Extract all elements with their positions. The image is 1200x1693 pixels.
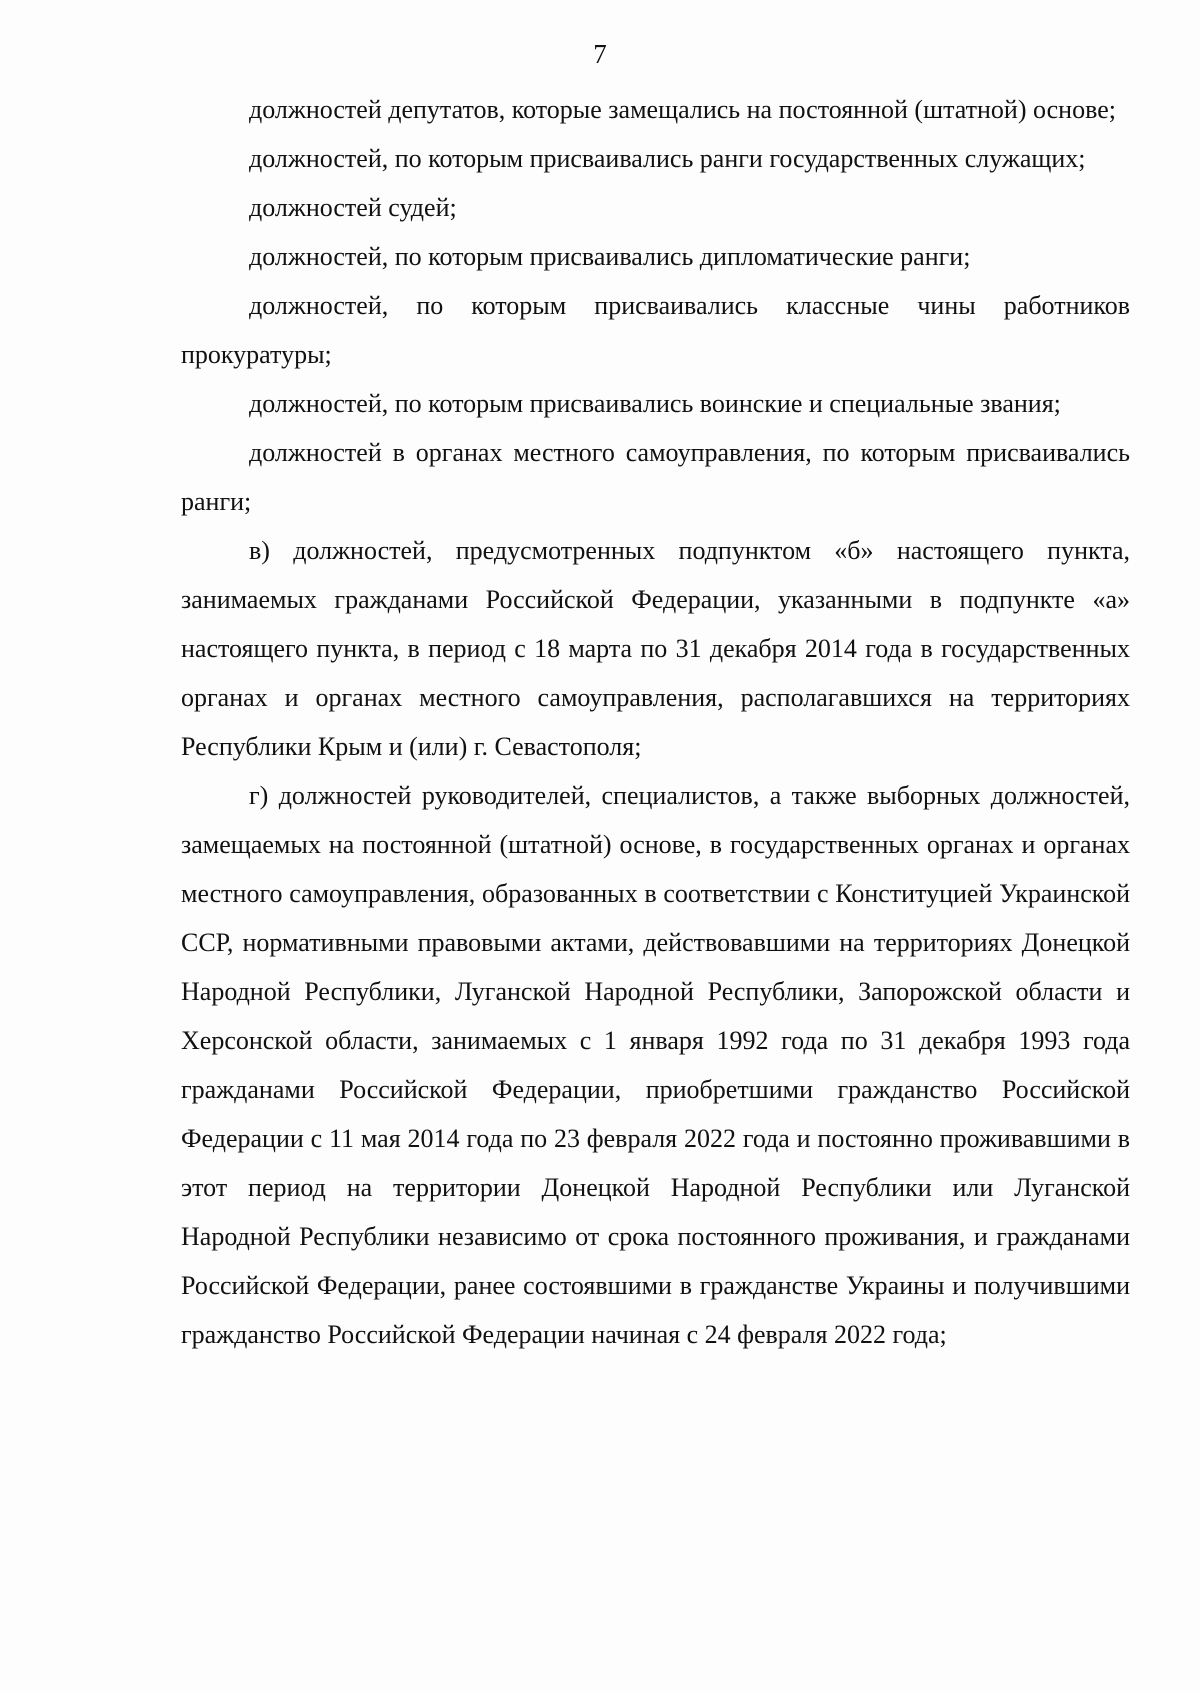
paragraph-item-v: в) должностей, предусмотренных подпунктом «б» настоящего пункта, занимаемых гражданами Российской Федерации, указанными в подпункте «а» настоящего пункта, в период с 18 марта по 31 декабря 2014 года в государственных органах и органах местного самоуправления, располагавшихся на территориях Республики Крым и (или) г. Севастополя; — [181, 536, 1130, 761]
page-number: 7 — [593, 39, 607, 69]
paragraph-local-government: должностей в органах местного самоуправления, по которым присваивались ранги; — [181, 438, 1130, 516]
paragraph-deputies: должностей депутатов, которые замещались на постоянной (штатной) основе; — [249, 95, 1116, 124]
paragraph-item-g: г) должностей руководителей, специалистов, а также выборных должностей, замещаемых на постоянной (штатной) основе, в государственных органах и органах местного самоуправления, образованных в соответствии с Конституцией Украинской ССР, нормативными правовыми актами, действовавшими на территориях Донецкой Народной Республики, Луганской Народной Республики, Запорожской области и Херсонской области, занимаемых с 1 января 1992 года по 31 декабря 1993 года гражданами Российской Федерации, приобретшими гражданство Российской Федерации с 11 мая 2014 года по 23 февраля 2022 года и постоянно проживавшими в этот период на территории Донецкой Народной Республики или Луганской Народной Республики независимо от срока постоянного проживания, и гражданами Российской Федерации, ранее состоявшими в гражданстве Украины и получившими гражданство Российской Федерации начиная с 24 февраля 2022 года; — [181, 781, 1130, 1349]
paragraph-prosecutors: должностей, по которым присваивались классные чины работников прокуратуры; — [181, 291, 1130, 369]
paragraph-military-ranks: должностей, по которым присваивались воинские и специальные звания; — [249, 389, 1061, 418]
paragraph-civil-servants: должностей, по которым присваивались ранги государственных служащих; — [249, 144, 1086, 173]
paragraph-judges: должностей судей; — [249, 193, 457, 222]
paragraph-diplomatic-ranks: должностей, по которым присваивались дипломатические ранги; — [249, 242, 971, 271]
document-body — [181, 85, 1130, 1359]
